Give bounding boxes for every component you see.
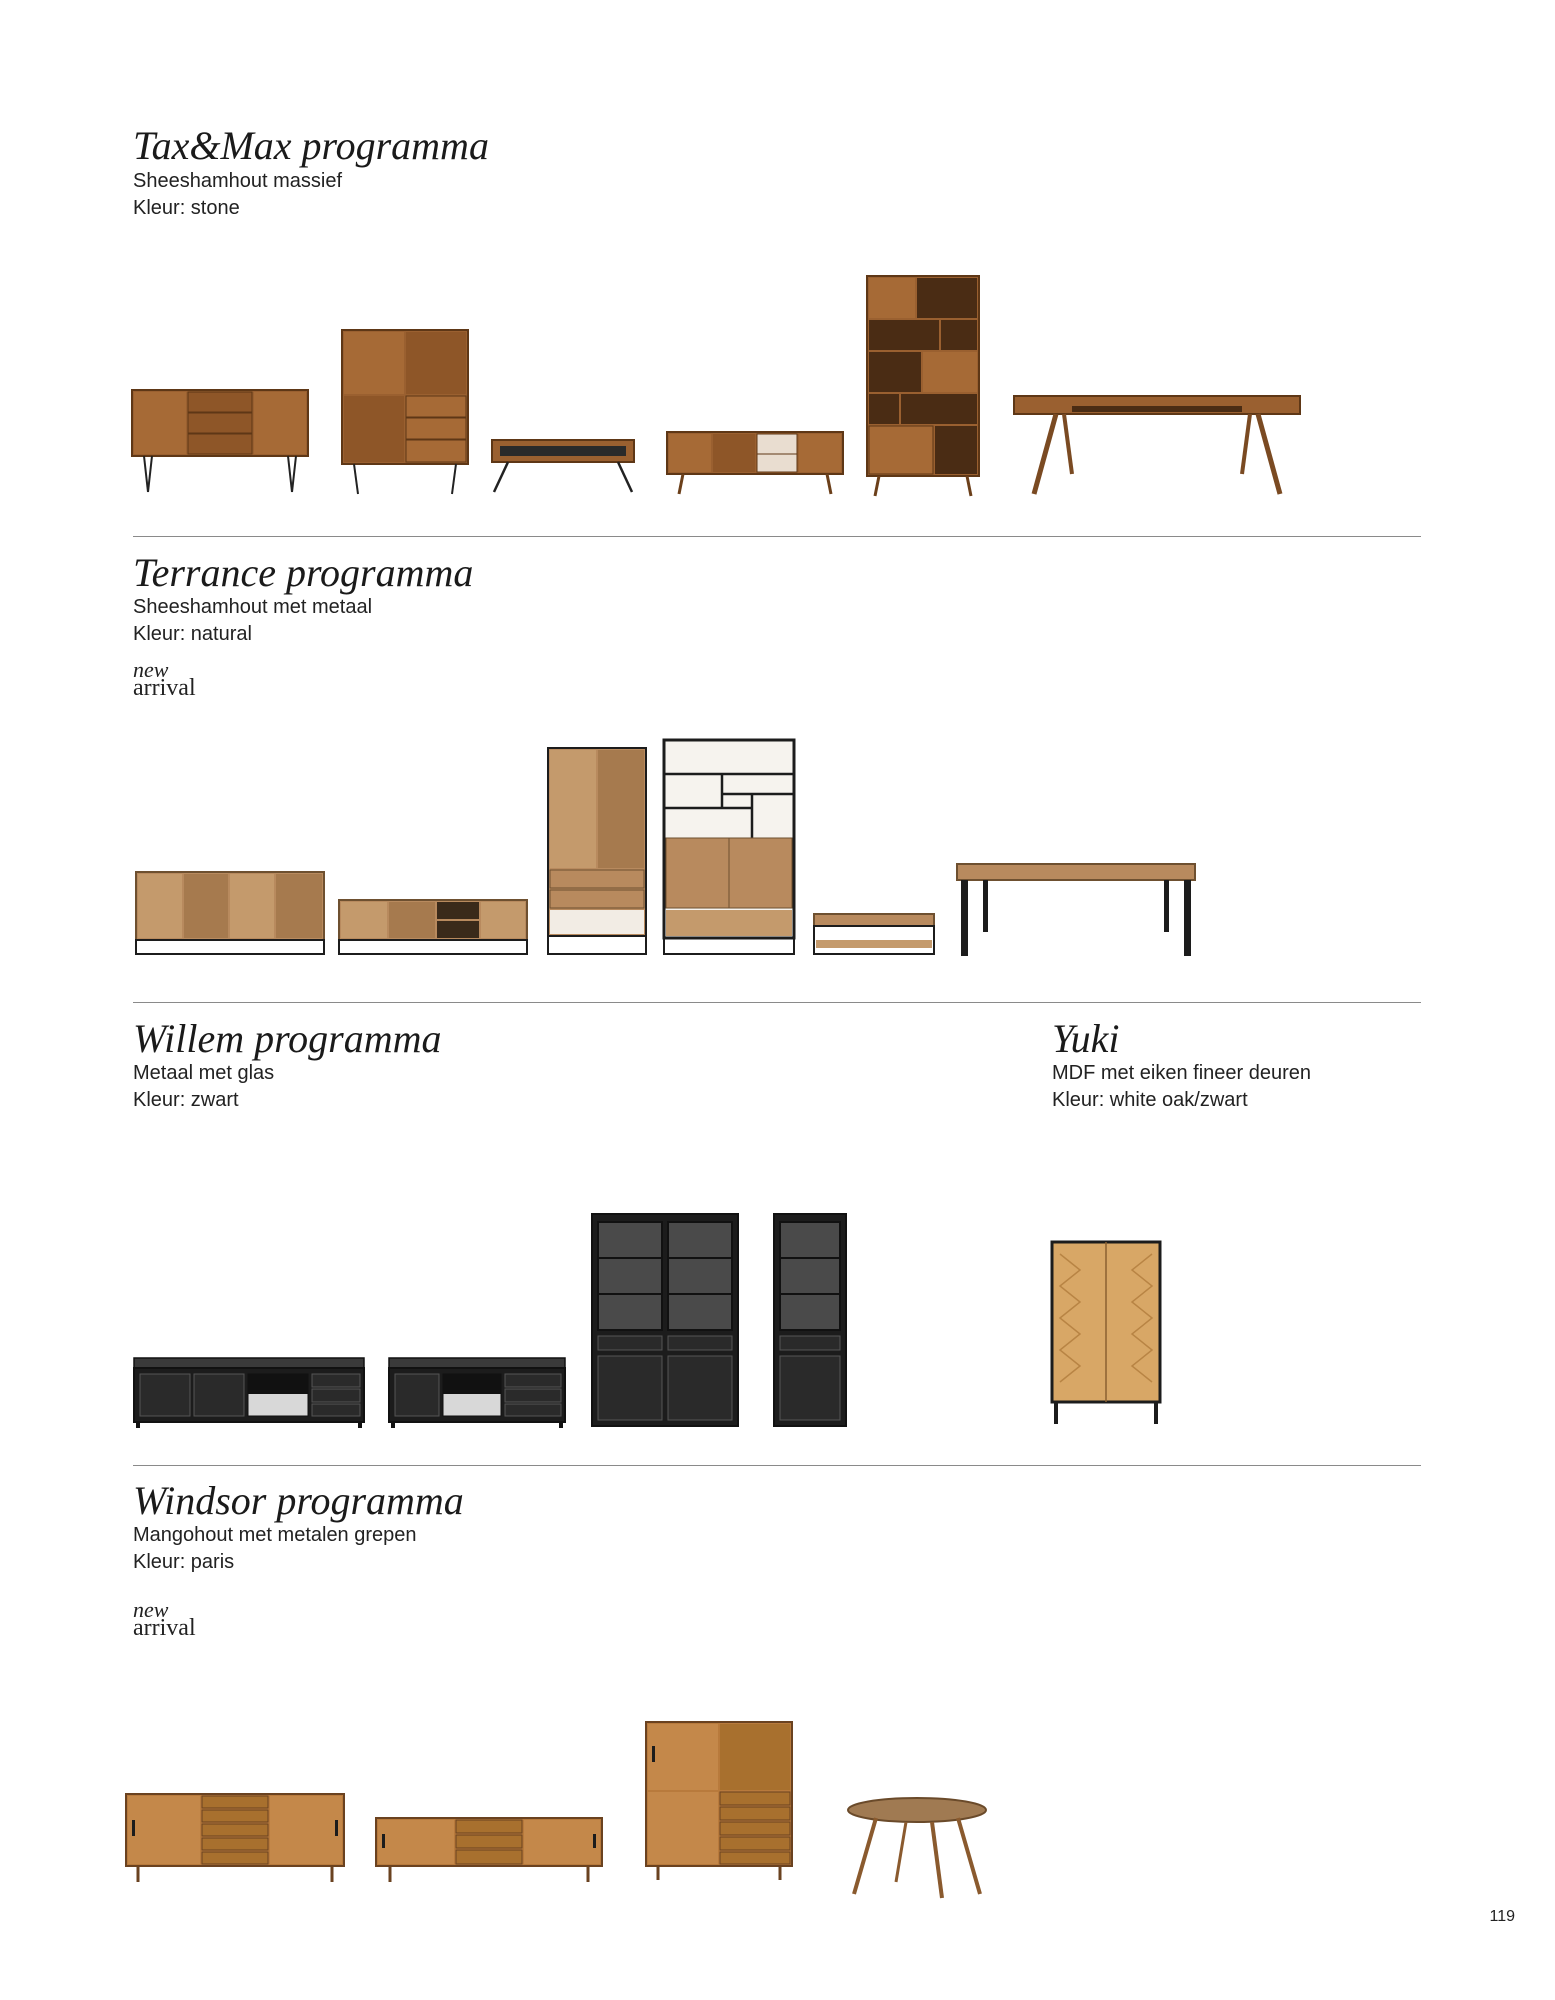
section-title: Tax&Max programma [133,123,489,168]
section-title: Willem programma [133,1016,442,1061]
badge-line-1: new [133,657,169,682]
product-image-taxmax-bookcase[interactable] [865,274,981,500]
product-image-taxmax-tv-cabinet[interactable] [665,430,845,498]
badge-line-1: new [133,1597,169,1622]
product-image-terrance-sideboard[interactable] [134,870,326,958]
product-image-windsor-sideboard[interactable] [124,1792,346,1886]
section-divider [133,1002,1421,1003]
product-image-taxmax-sideboard[interactable] [130,388,310,498]
badge-line-2: arrival [133,1615,196,1641]
product-image-taxmax-highboard[interactable] [340,328,470,498]
new-arrival-badge [133,1597,196,1641]
material-text: Sheeshamhout massief [133,170,343,192]
new-arrival-badge [133,657,196,701]
material-text: Metaal met glas [133,1062,275,1084]
product-image-terrance-open-cabinet[interactable] [662,738,796,958]
material-text: MDF met eiken fineer deuren [1052,1062,1312,1084]
badge-line-2: arrival [133,675,196,701]
product-image-yuki-wardrobe[interactable] [1050,1240,1162,1428]
product-image-taxmax-desk[interactable] [1012,394,1302,500]
product-image-willem-tv-cabinet-large[interactable] [132,1356,366,1430]
section-title: Windsor programma [133,1478,464,1523]
product-image-taxmax-coffee-table[interactable] [490,438,636,498]
product-image-terrance-cabinet[interactable] [546,746,648,958]
product-image-terrance-dining-table[interactable] [955,862,1197,960]
product-image-willem-glass-cabinet-narrow[interactable] [772,1212,848,1432]
section-title: Terrance programma [133,550,474,595]
color-text: Kleur: white oak/zwart [1052,1089,1248,1111]
section-divider [133,1465,1421,1466]
material-text: Sheeshamhout met metaal [133,596,373,618]
color-text: Kleur: zwart [133,1089,239,1111]
product-image-windsor-highboard[interactable] [644,1720,794,1884]
color-text: Kleur: paris [133,1551,235,1573]
product-image-willem-tv-cabinet-small[interactable] [387,1356,567,1430]
product-image-terrance-coffee-table[interactable] [812,912,936,958]
product-image-windsor-tv-cabinet[interactable] [374,1816,604,1886]
page-number: 119 [1489,1908,1515,1925]
color-text: Kleur: natural [133,623,252,645]
product-image-windsor-round-table[interactable] [846,1796,988,1900]
section-title: Yuki [1052,1016,1120,1061]
material-text: Mangohout met metalen grepen [133,1524,417,1546]
section-divider [133,536,1421,537]
product-image-willem-glass-cabinet-wide[interactable] [590,1212,740,1432]
product-image-terrance-tv-cabinet[interactable] [337,898,529,958]
color-text: Kleur: stone [133,197,240,219]
